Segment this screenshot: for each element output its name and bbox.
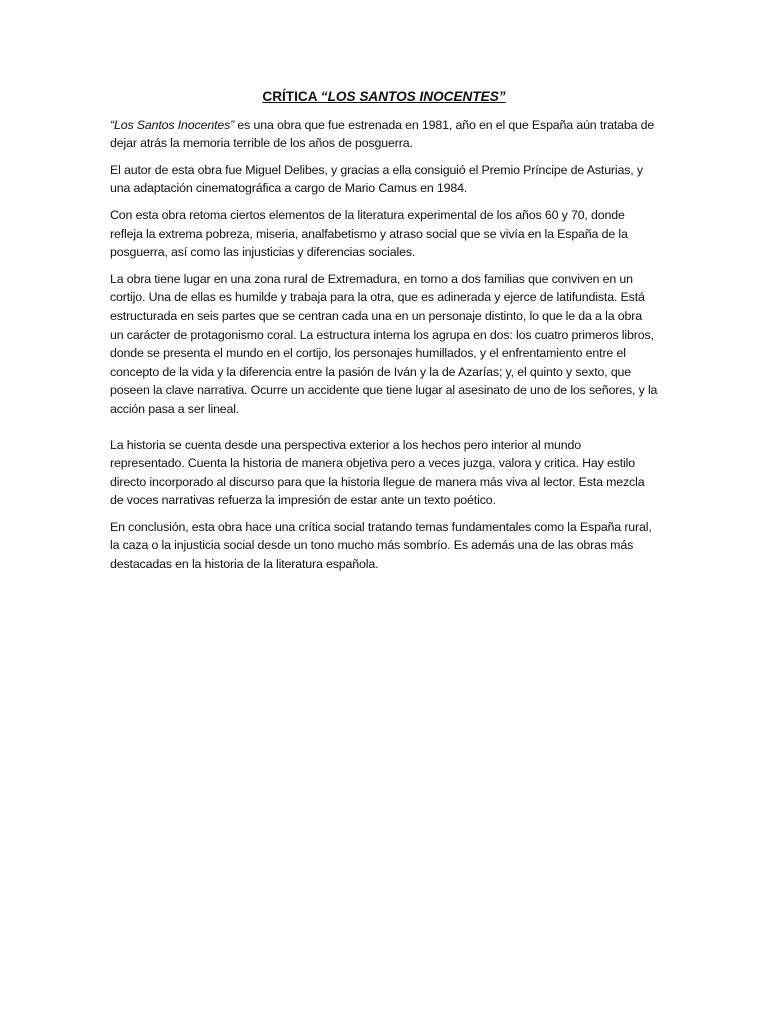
title-prefix: CRÍTICA [262, 89, 321, 104]
paragraph-intro [110, 116, 658, 153]
paragraph-intro-text: es una obra que fue estrenada en 1981, año en el que España aún trataba de dejar atrás la memoria terrible de los años de posguerra. [110, 117, 655, 151]
paragraph-structure: La obra tiene lugar en una zona rural de Extremadura, en torno a dos familias que conviven en un cortijo. Una de ellas es humilde y trabaja para la otra, que es adinerada y ejerce de latifundista. Está estructurada en seis partes que se centran cada una en un personaje distinto, lo que le da a la obra un carácter de protagonismo coral. La estructura interna los agrupa en dos: los cuatro primeros libros, donde se presenta el mundo en el cortijo, los personajes humillados, y el enfrentamiento entre el concepto de la vida y la diferencia entre la pasión de Iván y la de Azarías; y, el quinto y sexto, que poseen la clave narrativa. Ocurre un accidente que tiene lugar al asesinato de uno de los señores, y la acción pasa a ser lineal. [110, 271, 658, 416]
paragraph-author: El autor de esta obra fue Miguel Delibes, y gracias a ella consiguió el Premio Príncipe de Asturias, y una adaptación cinematográfica a cargo de Mario Camus en 1984. [110, 162, 643, 196]
work-name-italic: “Los Santos Inocentes” [110, 117, 235, 132]
document-title [110, 88, 658, 107]
document-body [110, 88, 658, 582]
paragraph-narrator: La historia se cuenta desde una perspectiva exterior a los hechos pero interior al mundo representado. Cuenta la historia de manera objetiva pero a veces juzga, valora y critica. Hay estilo directo incorporado al discurso para que la historia llegue de manera más viva al lector. Esta mezcla de voces narrativas refuerza la impresión de estar ante un texto poético. [110, 437, 645, 508]
paragraph-context: Con esta obra retoma ciertos elementos de la literatura experimental de los años 60 y 70, donde refleja la extrema pobreza, miseria, analfabetismo y atraso social que se vivía en la España de la posguerra, así como las injusticias y diferencias sociales. [110, 207, 628, 260]
paragraph-conclusion: En conclusión, esta obra hace una crítica social tratando temas fundamentales como la España rural, la caza o la injusticia social desde un tono mucho más sombrío. Es además una de las obras más destacadas en la historia de la literatura española. [110, 519, 652, 572]
title-work-name: “LOS SANTOS INOCENTES” [320, 89, 506, 104]
